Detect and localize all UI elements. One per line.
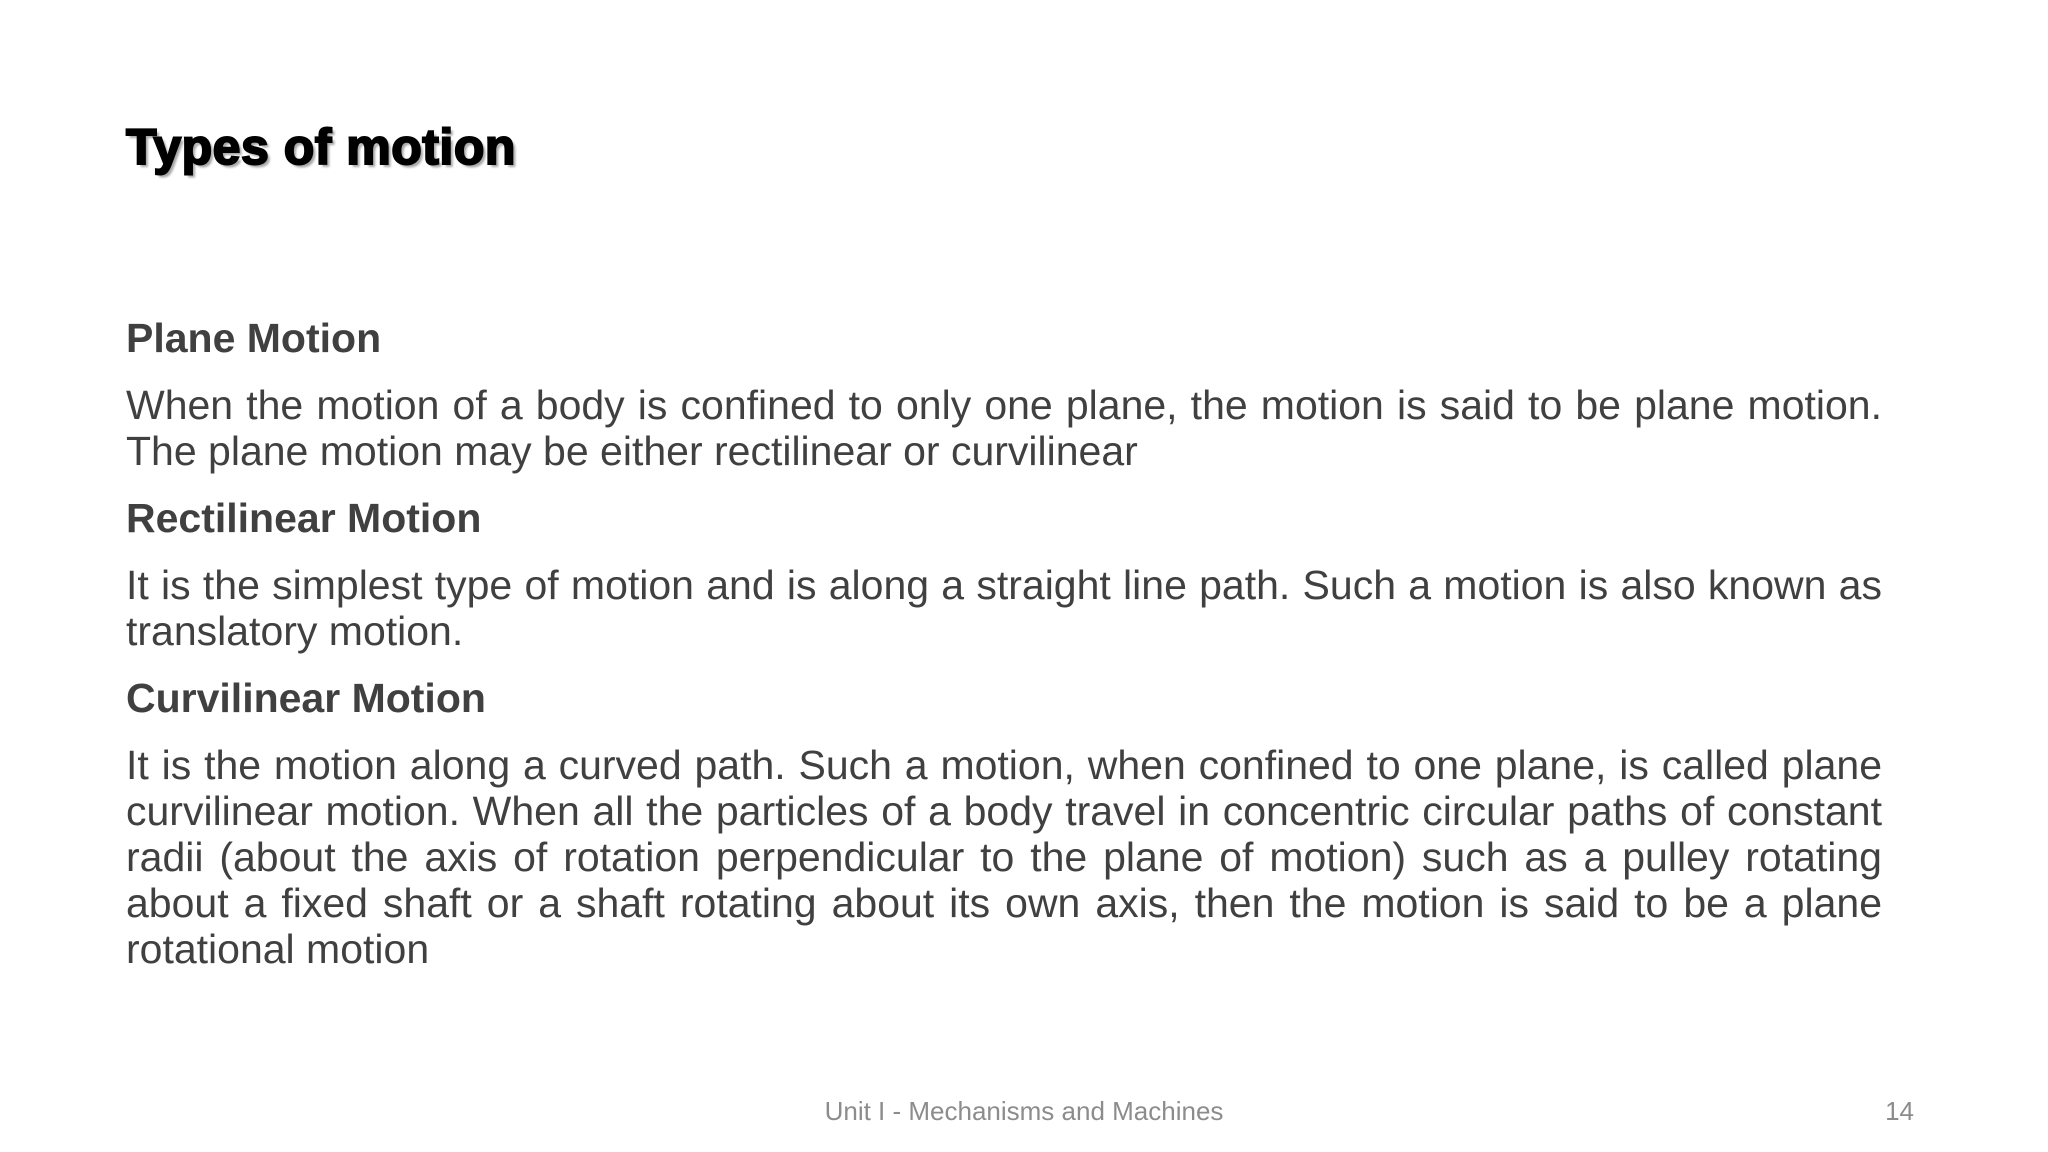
slide-title: Types of motion: [126, 119, 516, 175]
section-heading-rectilinear-motion: Rectilinear Motion: [126, 495, 482, 541]
section-text-rectilinear-motion: It is the simplest type of motion and is along a straight line path. Such a motion is also known as translatory motion.: [126, 562, 1882, 654]
page-number: 14: [1885, 1096, 1914, 1126]
section-text-plane-motion: When the motion of a body is confined to only one plane, the motion is said to be plane motion. The plane motion may be either rectilinear or curvilinear: [126, 382, 1882, 474]
section-text-curvilinear-motion: It is the motion along a curved path. Such a motion, when confined to one plane, is called plane curvilinear motion. When all the particles of a body travel in concentric circular paths of constant radii (about the axis of rotation perpendicular to the plane of motion) such as a pulley rotating about a fixed shaft or a shaft rotating about its own axis, then the motion is said to be a plane rotational motion: [126, 742, 1882, 972]
section-heading-plane-motion: Plane Motion: [126, 315, 382, 361]
slide-body: [126, 312, 1882, 990]
footer-label: Unit I - Mechanisms and Machines: [824, 1096, 1224, 1126]
section-heading-curvilinear-motion: Curvilinear Motion: [126, 675, 486, 721]
